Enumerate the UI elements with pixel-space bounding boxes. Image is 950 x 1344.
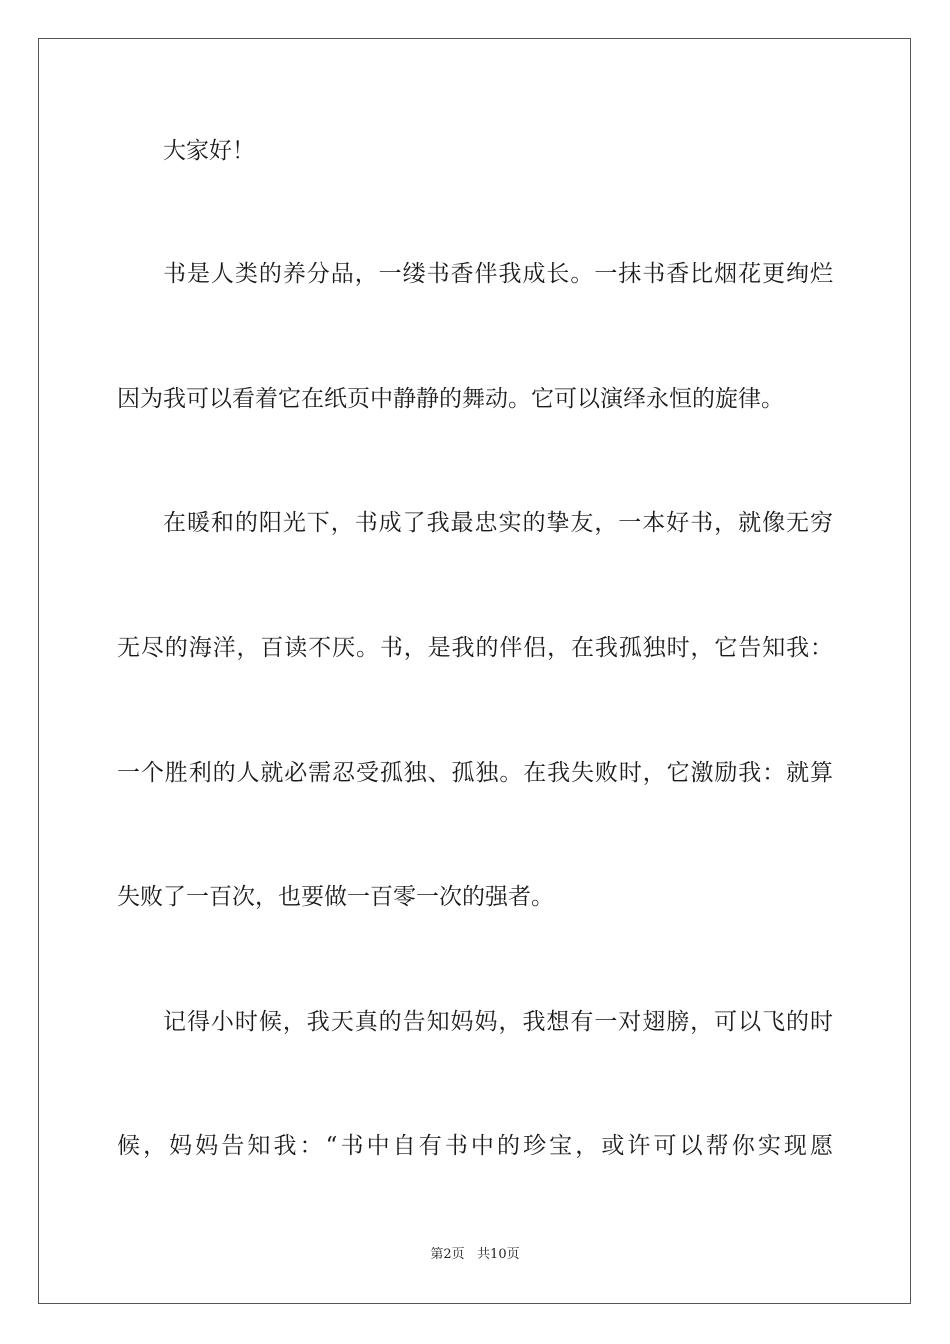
page-border bbox=[38, 38, 911, 1304]
page-number-footer: 第2页 共10页 bbox=[430, 1247, 520, 1262]
paragraph-1-line-1: 书是人类的养分品，一缕书香伴我成长。一抹书香比烟花更绚烂 bbox=[163, 261, 833, 287]
paragraph-2-line-1: 在暖和的阳光下，书成了我最忠实的挚友，一本好书，就像无穷 bbox=[163, 510, 833, 536]
paragraph-2-line-3: 一个胜利的人就必需忍受孤独、孤独。在我失败时，它激励我：就算 bbox=[117, 760, 833, 786]
paragraph-2-line-2: 无尽的海洋，百读不厌。书，是我的伴侣，在我孤独时，它告知我： bbox=[117, 635, 833, 661]
paragraph-3-line-2: 候，妈妈告知我：“书中自有书中的珍宝，或许可以帮你实现愿 bbox=[117, 1133, 833, 1159]
paragraph-1-line-2: 因为我可以看着它在纸页中静静的舞动。它可以演绎永恒的旋律。 bbox=[117, 386, 784, 412]
paragraph-2-line-4: 失败了一百次，也要做一百零一次的强者。 bbox=[117, 884, 554, 910]
greeting-line: 大家好！ bbox=[163, 138, 255, 164]
paragraph-3-line-1: 记得小时候，我天真的告知妈妈，我想有一对翅膀，可以飞的时 bbox=[163, 1009, 833, 1035]
